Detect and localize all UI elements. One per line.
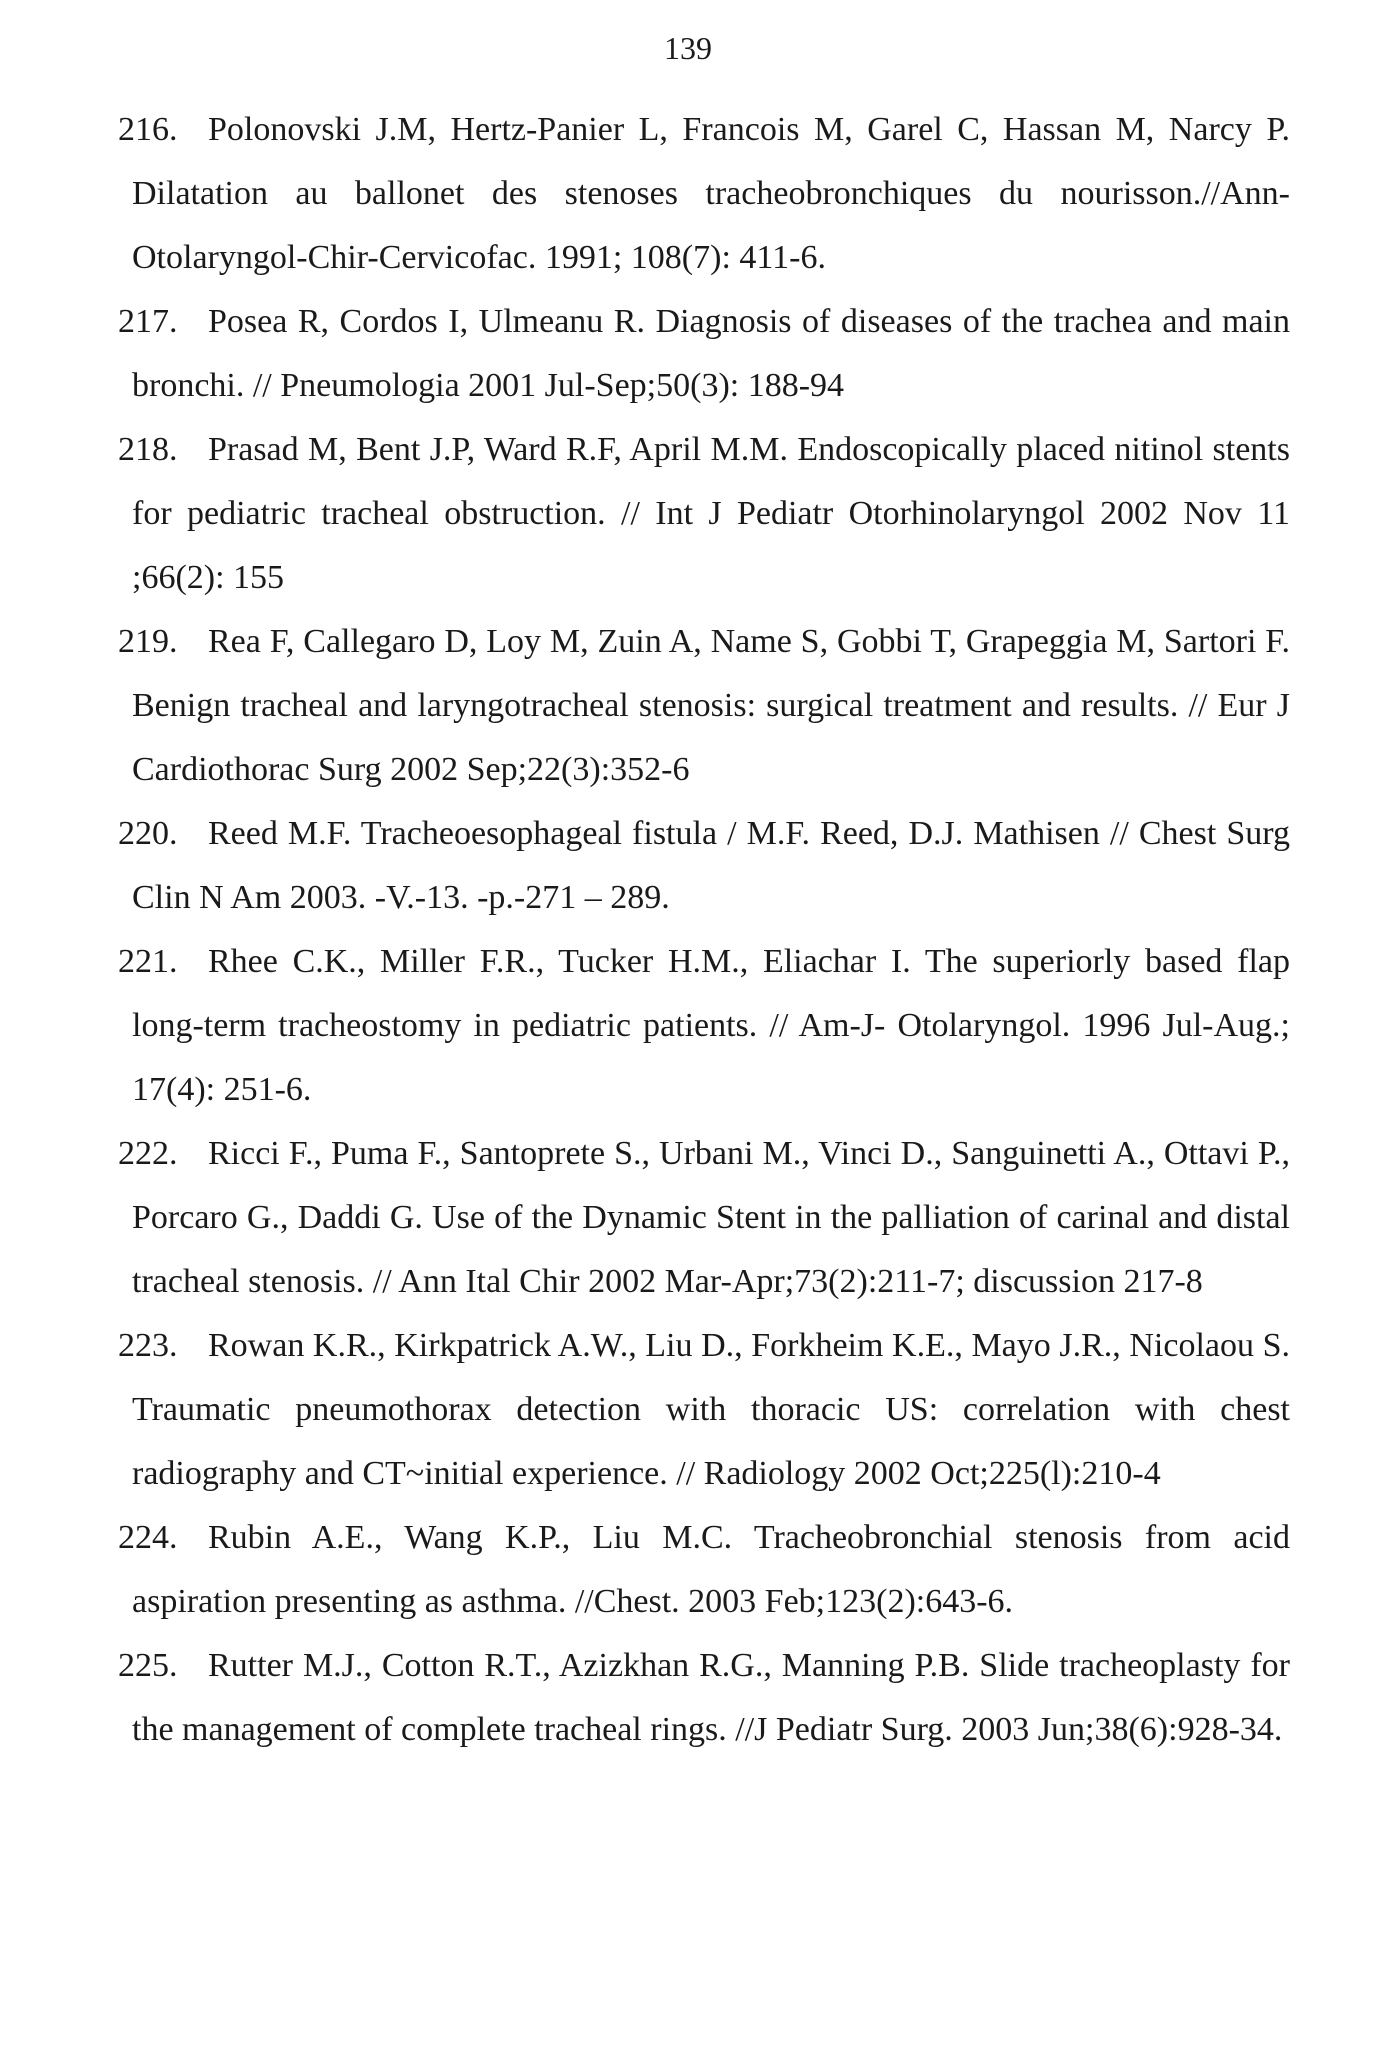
reference-text: Polonovski J.M, Hertz-Panier L, Francois M, Garel C, Hassan M, Narcy P. Dilatation au ballonet des stenoses tracheobronchiques du nourisson.//Ann-Otolaryngol-Chir-Cervicofac. 1991; 108(7): 411-6. [132, 111, 1290, 276]
reference-item [118, 1506, 1290, 1634]
reference-item [118, 418, 1290, 610]
reference-number: 220. [118, 815, 178, 852]
reference-number: 225. [118, 1647, 178, 1684]
reference-item [118, 98, 1290, 290]
reference-number: 216. [118, 111, 178, 148]
reference-number: 222. [118, 1135, 178, 1172]
reference-text: Rowan K.R., Kirkpatrick A.W., Liu D., Forkheim K.E., Mayo J.R., Nicolaou S. Traumatic pneumothorax detection with thoracic US: correlation with chest radiography and CT~initial experience. // Radiology 2002 Oct;225(l):210-4 [132, 1327, 1290, 1492]
reference-item [118, 610, 1290, 802]
reference-list [118, 98, 1290, 1762]
reference-item [118, 930, 1290, 1122]
reference-number: 218. [118, 431, 178, 468]
reference-text: Posea R, Cordos I, Ulmeanu R. Diagnosis of diseases of the trachea and main bronchi. // Pneumologia 2001 Jul-Sep;50(3): 188-94 [132, 303, 1290, 404]
reference-number: 223. [118, 1327, 178, 1364]
reference-item [118, 1122, 1290, 1314]
reference-item [118, 1634, 1290, 1762]
reference-text: Ricci F., Puma F., Santoprete S., Urbani M., Vinci D., Sanguinetti A., Ottavi P., Porcaro G., Daddi G. Use of the Dynamic Stent in the palliation of carinal and distal tracheal stenosis. // Ann Ital Chir 2002 Mar-Apr;73(2):211-7; discussion 217-8 [132, 1135, 1290, 1300]
reference-number: 217. [118, 303, 178, 340]
reference-text: Rea F, Callegaro D, Loy M, Zuin A, Name S, Gobbi T, Grapeggia M, Sartori F. Benign tracheal and laryngotracheal stenosis: surgical treatment and results. // Eur J Cardiothorac Surg 2002 Sep;22(3):352-6 [132, 623, 1290, 788]
page-number: 139 [664, 30, 712, 66]
reference-number: 224. [118, 1519, 178, 1556]
reference-item [118, 1314, 1290, 1506]
reference-number: 219. [118, 623, 178, 660]
reference-text: Prasad M, Bent J.P, Ward R.F, April M.M. Endoscopically placed nitinol stents for pediatric tracheal obstruction. // Int J Pediatr Otorhinolaryngol 2002 Nov 11 ;66(2): 155 [132, 431, 1290, 596]
reference-text: Rubin A.E., Wang K.P., Liu M.C. Tracheobronchial stenosis from acid aspiration presenting as asthma. //Chest. 2003 Feb;123(2):643-6. [132, 1519, 1290, 1620]
reference-text: Reed M.F. Tracheoesophageal fistula / M.F. Reed, D.J. Mathisen // Chest Surg Clin N Am 2003. -V.-13. -p.-271 – 289. [132, 815, 1290, 916]
reference-text: Rhee C.K., Miller F.R., Tucker H.M., Eliachar I. The superiorly based flap long-term tracheostomy in pediatric patients. // Am-J- Otolaryngol. 1996 Jul-Aug.; 17(4): 251-6. [132, 943, 1290, 1108]
reference-item [118, 290, 1290, 418]
reference-number: 221. [118, 943, 178, 980]
reference-text: Rutter M.J., Cotton R.T., Azizkhan R.G., Manning P.B. Slide tracheoplasty for the management of complete tracheal rings. //J Pediatr Surg. 2003 Jun;38(6):928-34. [132, 1647, 1290, 1748]
reference-item [118, 802, 1290, 930]
